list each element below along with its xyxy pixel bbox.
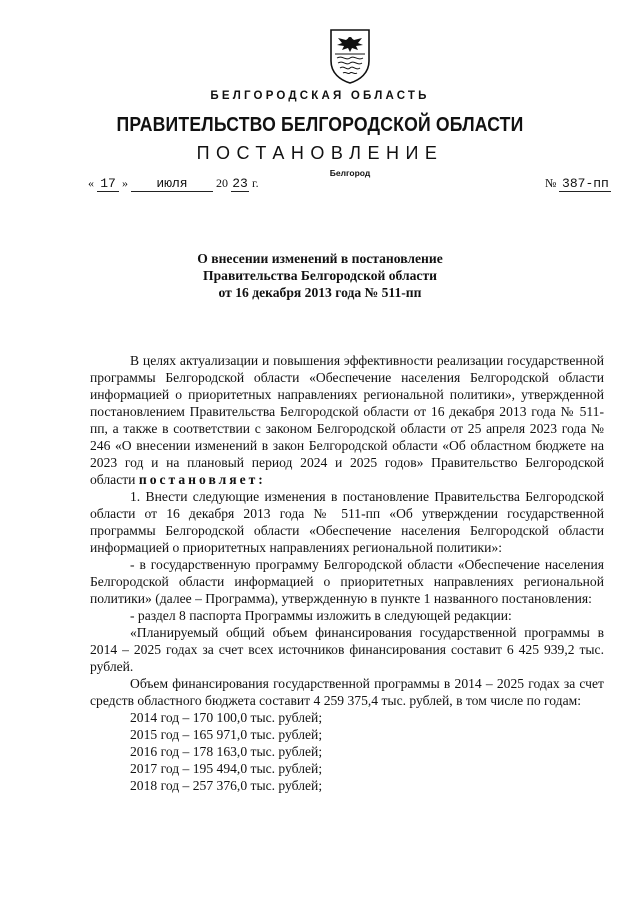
paragraph-total-financing: «Планируемый общий объем финансирования государственной программы в 2014 – 2025 годах за счет всех источников финансирования составит 6 425 939,2 тыс. рублей. [90,625,604,674]
title-line: от 16 декабря 2013 года № 511-пп [218,285,422,300]
document-body [90,352,604,794]
document-date [88,176,259,196]
coat-of-arms-icon [328,27,372,85]
city-label: Белгород [329,168,371,178]
decree-word: постановляет: [138,472,266,487]
number-label: № [545,176,557,190]
title-line: О внесении изменений в постановление [197,251,443,266]
list-item: 2017 год – 195 494,0 тыс. рублей; [130,761,323,776]
date-close-quote: » [122,176,128,190]
number-value: 387-пп [559,176,611,192]
document-number [545,176,611,196]
paragraph-section-8: - раздел 8 паспорта Программы изложить в следующей редакции: [130,608,512,623]
yearly-financing-list [90,709,604,794]
list-item: 2015 год – 165 971,0 тыс. рублей; [130,727,323,742]
list-item: 2014 год – 170 100,0 тыс. рублей; [130,710,323,725]
paragraph-item-1: 1. Внести следующие изменения в постановление Правительства Белгородской области от 16 декабря 2013 года № 511-пп «Об утверждении государственной программы Белгородской области «Обеспечение населения Белгородской области информацией о приоритетных направлениях региональной политики»: [90,489,604,555]
date-year-unit: г. [252,176,259,190]
date-open-quote: « [88,176,94,190]
preamble-text: В целях актуализации и повышения эффективности реализации государственной программы Белгородской области «Обеспечение населения Белгородской области информацией о приоритетных направлениях региональной политики», утвержденной постановлением Правительства Белгородской области от 16 декабря 2013 года № 511-пп, а также в соответствии с законом Белгородской области от 25 апреля 2023 года № 246 «О внесении изменений в закон Белгородской области «Об областном бюджете на 2023 год и на плановый период 2024 и 2025 годов» Правительство Белгородской области [90,353,604,487]
paragraph-preamble [90,352,604,488]
paragraph-regional-budget: Объем финансирования государственной программы в 2014 – 2025 годах за счет средств областного бюджета составит 4 259 375,4 тыс. рублей, в том числе по годам: [90,676,604,708]
list-item: 2016 год – 178 163,0 тыс. рублей; [130,744,323,759]
document-title [150,250,490,301]
list-item: 2018 год – 257 376,0 тыс. рублей; [130,778,323,793]
paragraph-program-change: - в государственную программу Белгородской области «Обеспечение населения Белгородской области информацией о приоритетных направлениях региональной политики» (далее – Программа), утвержденную в пункте 1 названного постановления: [90,557,604,606]
title-line: Правительства Белгородской области [203,268,437,283]
government-heading: ПРАВИТЕЛЬСТВО БЕЛГОРОДСКОЙ ОБЛАСТИ [116,113,524,136]
date-month: июля [131,176,213,192]
region-heading: БЕЛГОРОДСКАЯ ОБЛАСТЬ [210,90,430,102]
date-year-prefix: 20 [216,176,228,190]
date-year-suffix: 23 [232,176,248,191]
date-day: 17 [97,176,119,192]
document-type: ПОСТАНОВЛЕНИЕ [196,143,444,163]
